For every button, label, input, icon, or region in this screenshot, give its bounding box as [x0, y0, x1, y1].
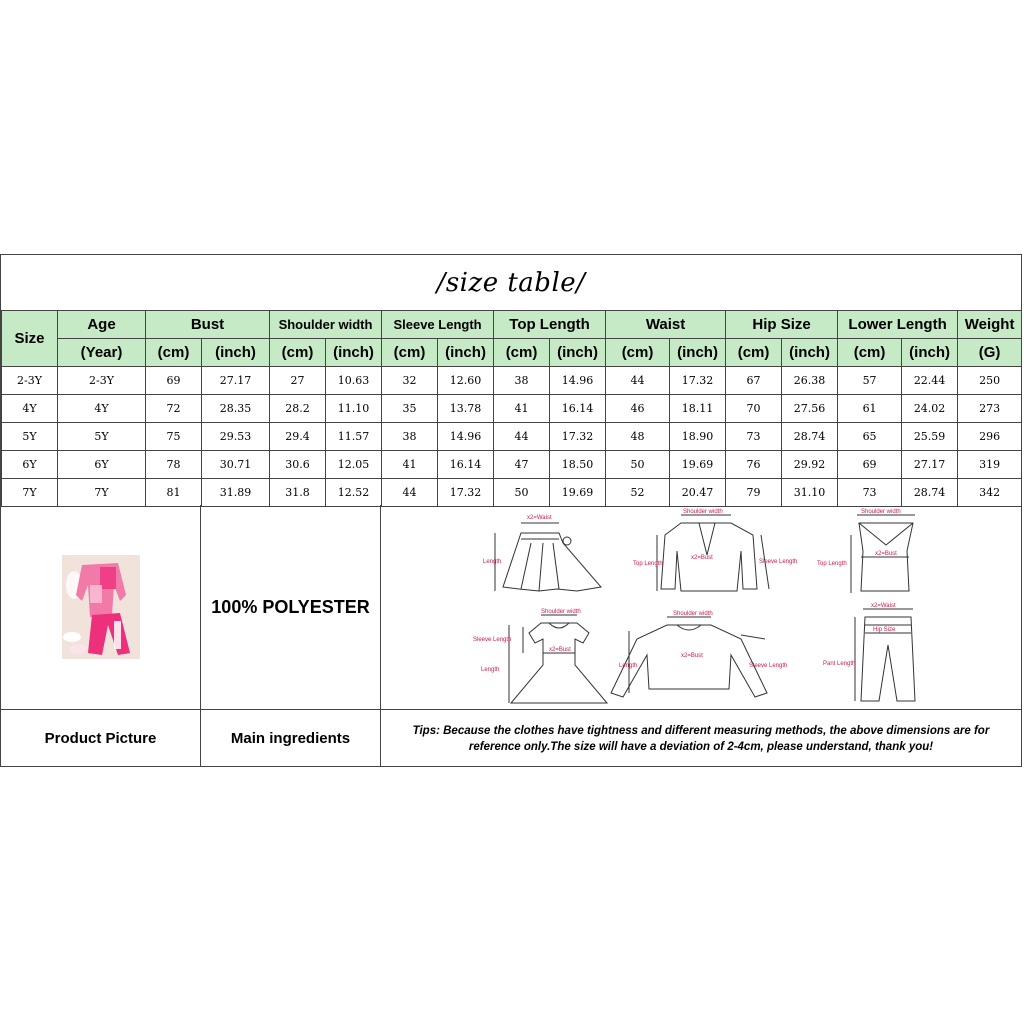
- table-cell: 73: [726, 423, 782, 451]
- product-outfit-image: [62, 555, 140, 659]
- info-section: [1, 505, 1021, 767]
- table-cell: 44: [606, 367, 670, 395]
- table-cell: 4Y: [2, 395, 58, 423]
- table-cell: 30.6: [270, 451, 326, 479]
- header-age: Age: [58, 311, 146, 339]
- table-row: [2, 451, 1022, 479]
- table-cell: 17.32: [550, 423, 606, 451]
- tee-sleeve-label: Sleeve Length: [749, 663, 788, 669]
- table-cell: 70: [726, 395, 782, 423]
- table-cell: 19.69: [550, 479, 606, 507]
- header-hip-size: Hip Size: [726, 311, 838, 339]
- table-cell: 52: [606, 479, 670, 507]
- title-row: [1, 255, 1021, 311]
- product-picture-label-cell: [1, 710, 201, 767]
- header-waist: Waist: [606, 311, 726, 339]
- jacket-sleeve-label: Sleeve Length: [759, 559, 798, 565]
- table-cell: 61: [838, 395, 902, 423]
- measurement-diagrams: [381, 505, 1021, 710]
- table-cell: 57: [838, 367, 902, 395]
- table-row: [2, 479, 1022, 507]
- table-cell: 41: [494, 395, 550, 423]
- unit-cm: (cm): [838, 339, 902, 367]
- measurement-diagram-svg: [381, 505, 1021, 710]
- table-cell: 50: [494, 479, 550, 507]
- table-cell: 48: [606, 423, 670, 451]
- table-cell: 17.32: [670, 367, 726, 395]
- dress-length-label: Length: [481, 667, 500, 673]
- skirt-waist-label: x2=Waist: [527, 515, 552, 521]
- table-cell: 6Y: [2, 451, 58, 479]
- pants-diagram: [855, 609, 915, 701]
- table-cell: 18.90: [670, 423, 726, 451]
- table-cell: 250: [958, 367, 1022, 395]
- table-cell: 28.35: [202, 395, 270, 423]
- table-cell: 44: [382, 479, 438, 507]
- table-cell: 11.10: [326, 395, 382, 423]
- jacket-bust-label: x2=Bust: [691, 555, 713, 561]
- tips-text: Tips: Because the clothes have tightness and different measuring methods, the above dimensions are for reference only.The size will have a deviation of 2-4cm, please understand, thank you!: [412, 724, 990, 753]
- product-picture-label: Product Picture: [44, 730, 157, 747]
- tee-length-label: Length: [619, 663, 638, 669]
- dress-shoulder-label: Shoulder width: [541, 609, 581, 615]
- table-cell: 7Y: [2, 479, 58, 507]
- table-cell: 12.60: [438, 367, 494, 395]
- header-sleeve-length: Sleeve Length: [382, 311, 494, 339]
- table-cell: 27.17: [202, 367, 270, 395]
- table-cell: 75: [146, 423, 202, 451]
- table-row: [2, 395, 1022, 423]
- table-cell: 2-3Y: [2, 367, 58, 395]
- unit-cm: (cm): [146, 339, 202, 367]
- unit-inch: (inch): [670, 339, 726, 367]
- table-cell: 319: [958, 451, 1022, 479]
- material-cell: [201, 505, 381, 710]
- header-top-length: Top Length: [494, 311, 606, 339]
- unit-cm: (cm): [270, 339, 326, 367]
- table-cell: 13.78: [438, 395, 494, 423]
- table-cell: 72: [146, 395, 202, 423]
- table-cell: 14.96: [438, 423, 494, 451]
- table-cell: 30.71: [202, 451, 270, 479]
- table-cell: 5Y: [58, 423, 146, 451]
- jacket-diagram: [657, 515, 769, 591]
- table-cell: 31.10: [782, 479, 838, 507]
- table-cell: 28.74: [902, 479, 958, 507]
- unit-cm: (cm): [494, 339, 550, 367]
- table-cell: 76: [726, 451, 782, 479]
- header-size: Size: [2, 311, 58, 367]
- pants-hip-label: Hip Size: [873, 627, 896, 633]
- product-picture-cell: [1, 505, 201, 710]
- pants-length-label: Pant Length: [823, 661, 856, 667]
- unit-inch: (inch): [326, 339, 382, 367]
- table-cell: 50: [606, 451, 670, 479]
- table-cell: 46: [606, 395, 670, 423]
- table-cell: 29.92: [782, 451, 838, 479]
- main-ingredients-label-cell: [201, 710, 381, 767]
- table-cell: 65: [838, 423, 902, 451]
- table-cell: 16.14: [438, 451, 494, 479]
- header-lower-length: Lower Length: [838, 311, 958, 339]
- table-cell: 6Y: [58, 451, 146, 479]
- table-cell: 28.2: [270, 395, 326, 423]
- table-cell: 2-3Y: [58, 367, 146, 395]
- table-row: [2, 367, 1022, 395]
- table-cell: 47: [494, 451, 550, 479]
- skirt-diagram: [495, 523, 601, 591]
- table-cell: 342: [958, 479, 1022, 507]
- table-cell: 31.89: [202, 479, 270, 507]
- unit-grams: (G): [958, 339, 1022, 367]
- product-photo: [62, 555, 140, 659]
- table-cell: 5Y: [2, 423, 58, 451]
- header-row-units: [2, 339, 1022, 367]
- cami-length-label: Top Length: [817, 561, 847, 567]
- size-rows: [2, 367, 1022, 507]
- table-cell: 28.74: [782, 423, 838, 451]
- unit-inch: (inch): [438, 339, 494, 367]
- header-row-top: [2, 311, 1022, 339]
- table-cell: 25.59: [902, 423, 958, 451]
- unit-cm: (cm): [726, 339, 782, 367]
- tips-cell: [381, 710, 1021, 767]
- table-cell: 12.05: [326, 451, 382, 479]
- skirt-length-label: Length: [483, 559, 502, 565]
- table-cell: 27.17: [902, 451, 958, 479]
- unit-inch: (inch): [902, 339, 958, 367]
- table-cell: 38: [382, 423, 438, 451]
- table-row: [2, 423, 1022, 451]
- cami-bust-label: x2=Bust: [875, 551, 897, 557]
- dress-bust-label: x2=Bust: [549, 647, 571, 653]
- table-cell: 69: [146, 367, 202, 395]
- table-cell: 11.57: [326, 423, 382, 451]
- table-cell: 29.4: [270, 423, 326, 451]
- dress-sleeve-label: Sleeve Length: [473, 637, 512, 643]
- tee-shoulder-label: Shoulder width: [673, 611, 713, 617]
- table-cell: 35: [382, 395, 438, 423]
- table-cell: 26.38: [782, 367, 838, 395]
- table-cell: 20.47: [670, 479, 726, 507]
- table-cell: 19.69: [670, 451, 726, 479]
- table-cell: 17.32: [438, 479, 494, 507]
- table-cell: 27.56: [782, 395, 838, 423]
- unit-cm: (cm): [606, 339, 670, 367]
- table-cell: 69: [838, 451, 902, 479]
- header-shoulder-width: Shoulder width: [270, 311, 382, 339]
- unit-inch: (inch): [782, 339, 838, 367]
- dress-diagram: [509, 615, 607, 703]
- jacket-shoulder-label: Shoulder width: [683, 509, 723, 515]
- table-cell: 31.8: [270, 479, 326, 507]
- table-cell: 41: [382, 451, 438, 479]
- table-cell: 16.14: [550, 395, 606, 423]
- table-cell: 27: [270, 367, 326, 395]
- cami-shoulder-label: Shoulder width: [861, 509, 901, 515]
- table-cell: 12.52: [326, 479, 382, 507]
- table-cell: 29.53: [202, 423, 270, 451]
- table-cell: 273: [958, 395, 1022, 423]
- table-cell: 32: [382, 367, 438, 395]
- table-cell: 73: [838, 479, 902, 507]
- table-cell: 81: [146, 479, 202, 507]
- unit-inch: (inch): [202, 339, 270, 367]
- table-cell: 10.63: [326, 367, 382, 395]
- table-cell: 18.50: [550, 451, 606, 479]
- tee-bust-label: x2=Bust: [681, 653, 703, 659]
- jacket-length-label: Top Length: [633, 561, 663, 567]
- main-ingredients-label: Main ingredients: [230, 730, 351, 747]
- unit-inch: (inch): [550, 339, 606, 367]
- unit-cm: (cm): [382, 339, 438, 367]
- size-chart: [0, 254, 1022, 767]
- table-cell: 38: [494, 367, 550, 395]
- table-cell: 14.96: [550, 367, 606, 395]
- pants-waist-label: x2=Waist: [871, 603, 896, 609]
- table-cell: 67: [726, 367, 782, 395]
- size-table: [1, 310, 1022, 507]
- table-cell: 44: [494, 423, 550, 451]
- table-cell: 7Y: [58, 479, 146, 507]
- table-cell: 78: [146, 451, 202, 479]
- table-cell: 18.11: [670, 395, 726, 423]
- unit-year: (Year): [58, 339, 146, 367]
- table-cell: 22.44: [902, 367, 958, 395]
- table-cell: 4Y: [58, 395, 146, 423]
- material-text: 100% POLYESTER: [211, 596, 370, 617]
- table-cell: 79: [726, 479, 782, 507]
- size-table-title: /size table/: [436, 267, 586, 298]
- table-cell: 24.02: [902, 395, 958, 423]
- header-bust: Bust: [146, 311, 270, 339]
- header-weight: Weight: [958, 311, 1022, 339]
- table-cell: 296: [958, 423, 1022, 451]
